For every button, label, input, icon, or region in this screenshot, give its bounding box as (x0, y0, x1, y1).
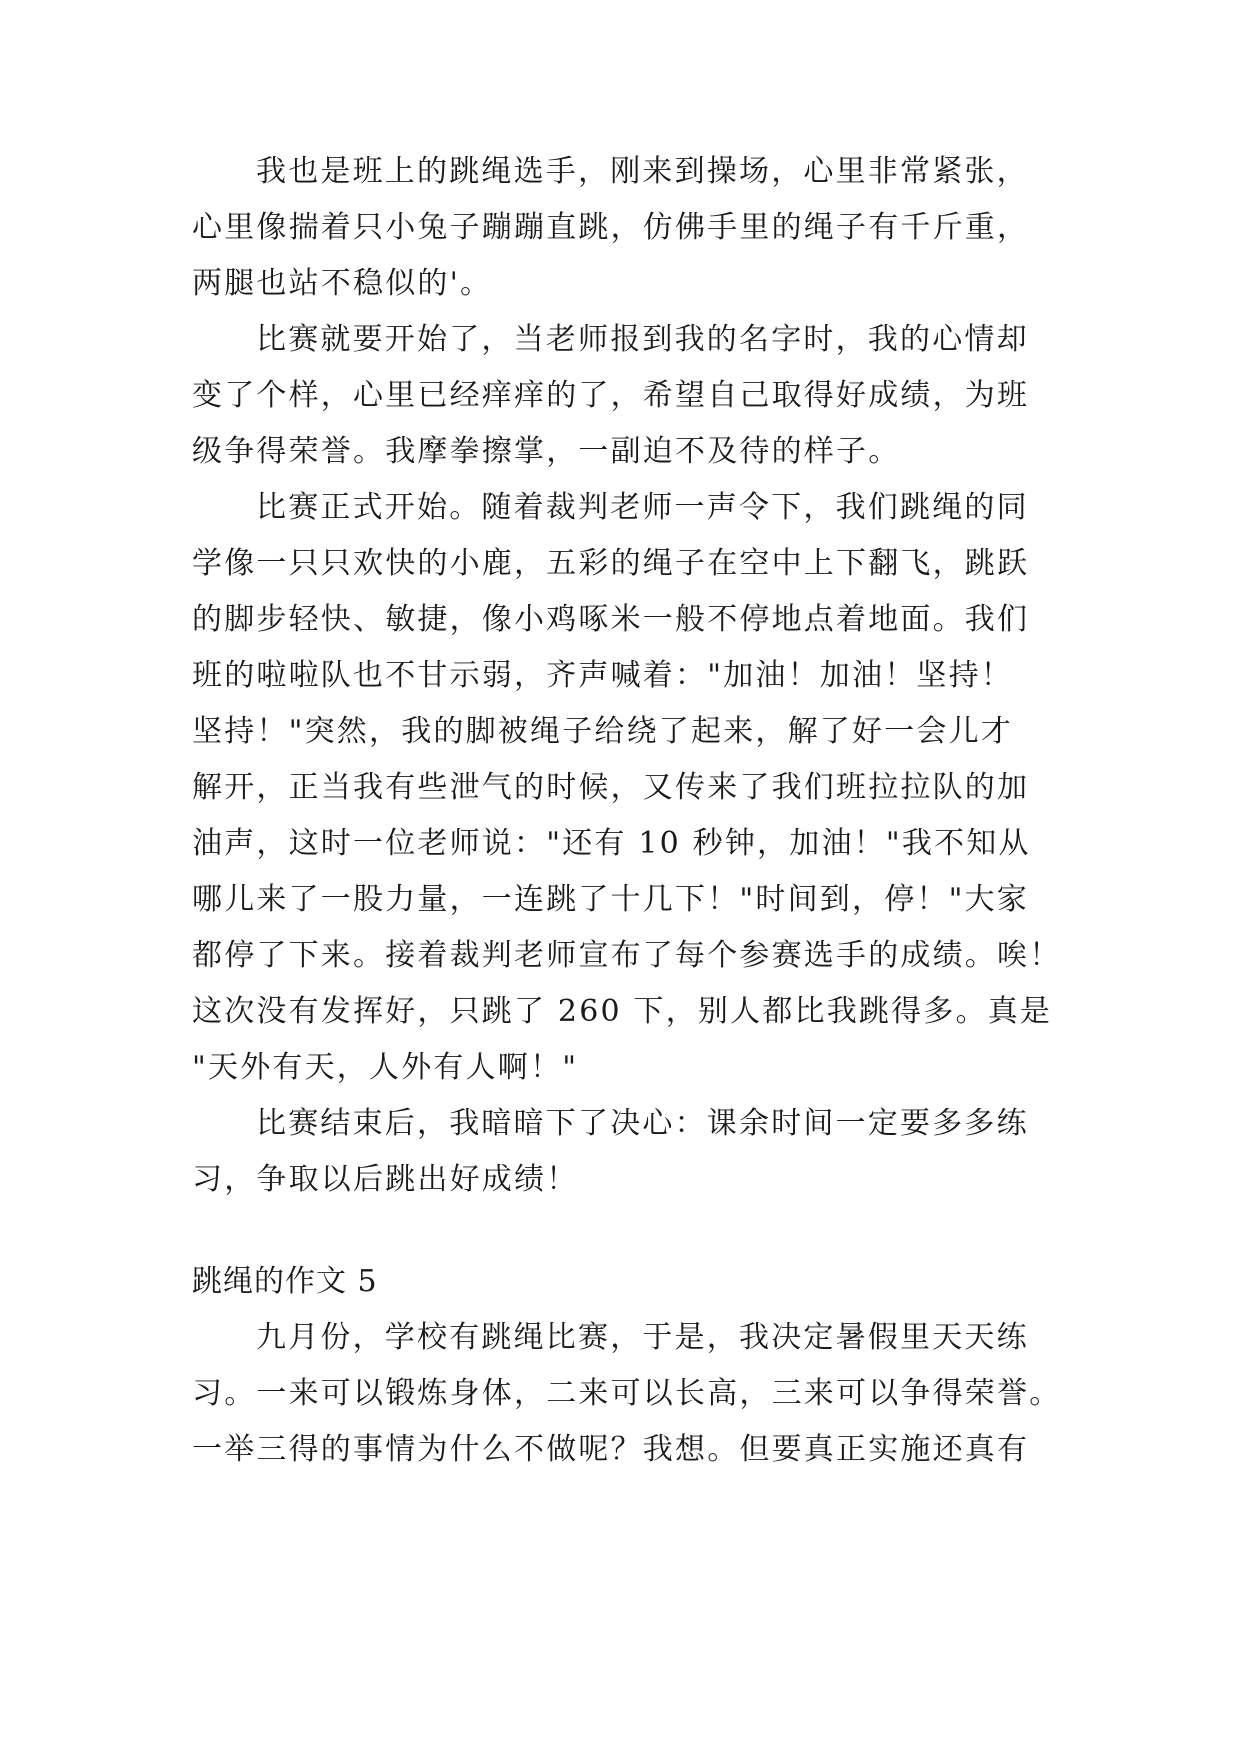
text-line: 比赛就要开始了，当老师报到我的名字时，我的心情却 (256, 322, 1029, 357)
text-line: 心里像揣着只小兔子蹦蹦直跳，仿佛手里的绳子有千斤重， (192, 210, 1030, 245)
text-line: 班的啦啦队也不甘示弱，齐声喊着："加油！加油！坚持！ (192, 658, 1013, 693)
text-line: 油声，这时一位老师说："还有 10 秒钟，加油！"我不知从 (192, 826, 1031, 861)
text-line: 级争得荣誉。我摩拳擦掌，一副迫不及待的样子。 (192, 434, 901, 469)
text-line: 学像一只只欢快的小鹿，五彩的绳子在空中上下翻飞，跳跃 (192, 546, 1030, 581)
text-line: 都停了下来。接着裁判老师宣布了每个参赛选手的成绩。唉！ (192, 938, 1062, 973)
text-line: 九月份，学校有跳绳比赛，于是，我决定暑假里天天练 (256, 1320, 1029, 1355)
text-line: 习，争取以后跳出好成绩！ (192, 1162, 579, 1197)
text-line: 一举三得的事情为什么不做呢？我想。但要真正实施还真有 (192, 1432, 1030, 1467)
text-line: 比赛结束后，我暗暗下了决心：课余时间一定要多多练 (256, 1106, 1029, 1141)
text-line: 两腿也站不稳似的'。 (192, 266, 493, 301)
text-line: 的脚步轻快、敏捷，像小鸡啄米一般不停地点着地面。我们 (192, 602, 1030, 637)
text-line: 哪儿来了一股力量，一连跳了十几下！"时间到，停！"大家 (192, 882, 1029, 917)
text-line: "天外有天，人外有人啊！" (192, 1050, 579, 1085)
section-heading: 跳绳的作文 5 (192, 1264, 378, 1299)
text-line: 坚持！"突然，我的脚被绳子给绕了起来，解了好一会儿才 (192, 714, 1013, 749)
text-line: 我也是班上的跳绳选手，刚来到操场，心里非常紧张， (256, 154, 1029, 189)
text-line: 这次没有发挥好，只跳了 260 下，别人都比我跳得多。真是 (192, 994, 1053, 1029)
text-line: 比赛正式开始。随着裁判老师一声令下，我们跳绳的同 (256, 490, 1029, 525)
text-line: 变了个样，心里已经痒痒的了，希望自己取得好成绩，为班 (192, 378, 1030, 413)
text-line: 解开，正当我有些泄气的时候，又传来了我们班拉拉队的加 (192, 770, 1030, 805)
text-line: 习。一来可以锻炼身体，二来可以长高，三来可以争得荣誉。 (192, 1376, 1062, 1411)
